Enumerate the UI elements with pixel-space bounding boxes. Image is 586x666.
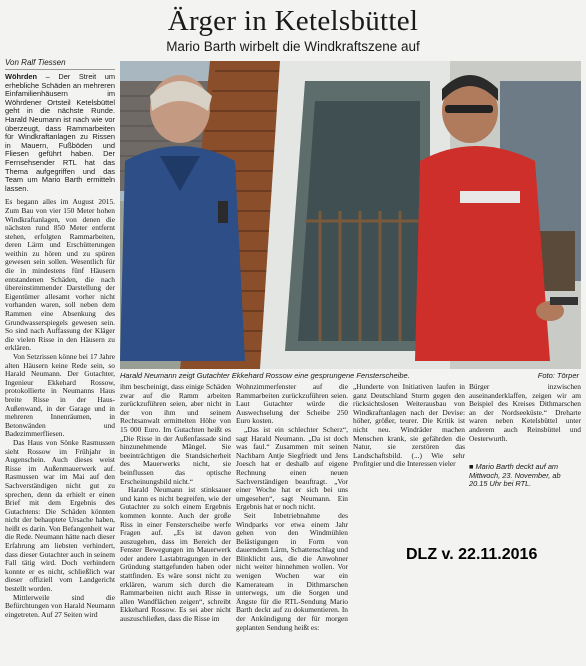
paragraph: Seit Inbetriebnahme des Windparks vor etwa einem Jahr gehen von den Windmühlen Belästigungen in Form von dauerndem Lärm, Schattenschlag und Blinklicht aus, die die Anwohner nicht weiter hinnehmen wollen. Vor wenigen Wochen war ein Kamerateam in Dithmarschen unterwegs, um die Sorgen und Ängste für die RTL-Sendung Mario Barth deckt auf zu dokumentieren. In der Ankündigung der für morgen geplanten Sendung heißt es: bbox=[236, 510, 348, 632]
paragraph: „Hunderte von Initiativen laufen in ganz Deutschland Sturm gegen den rücksichtslosen Weiterausbau von Windkraftanlagen nach der Devise: höher, größer, teurer. Die Kritik ist nicht neu. Windräder machen Menschen krank, sie gefährden die Natur, sie zerstören das Landschaftsbild. (...) Wie sehr Profitgier und die Interessen vieler bbox=[353, 383, 465, 469]
lead-paragraph bbox=[5, 73, 115, 193]
paragraph: Von Setzrissen könne bei 17 Jahre alten Häusern keine Rede sein, so Harald Neumann. Der Gutachter, Ingenieur Ekkehard Rossow, protokollierte in Neumanns Haus breite Risse in der Haus-Außenwand, in der Garage und in mehreren Innenräumen, in Betonwänden und Badezimmerfliesen. bbox=[5, 352, 115, 439]
column-3 bbox=[236, 383, 348, 663]
paragraph: Das Haus von Sönke Rasmussen sieht Rossow im Frühjahr in Augenschein. Auch dieses weist Risse im Außenmauerwerk auf. Rasmussen war im Mai auf den Sachverständigen nicht gut zu sprechen, denn da erhielt er einen Brief mit dem Ergebnis des Gutachtens: Die Schäden könnten nicht der behauptete Ursache haben, heißt es darin. Von Befangenheit war die Rede. Neumann hätte nach dieser Erfahrung am liebsten verhindert, dass dieser Gutachter auch in seinem Fall tätig wird. Doch verhindern konnte er es nicht, schließlich war dieser offiziell vom Landgericht bestellt worden. bbox=[5, 437, 115, 594]
photo-credit: Foto: Törper bbox=[537, 371, 579, 380]
lead-text: – Der Streit um erhebliche Schäden an mehreren Einfamilienhäusern im Wöhrdener Ortsteil Ketelsbüttel geht in die nächste Runde. Harald Neumann ist nach wie vor überzeugt, dass Rammarbeiten für Windkraftanlagen zu Rissen in Mauern, Fußböden und Fliesen geführt haben. Der Fernsehsender RTL hat das Thema aufgegriffen und das Team um Mario Barth ermitteln lassen. bbox=[5, 73, 115, 193]
paragraph: Harald Neumann ist stinksauer und kann es nicht begreifen, wie der Gutachter zu solch einem Ergebnis kommen konnte. Auch der große Riss in einer Fensterscheibe werfe Fragen auf. „Es ist davon auszugehen, dass im Bereich der Fenster Bewegungen im Mauerwerk oder andere Lastabtragungen in der Gründung stattgefunden haben oder stattfinden. Es wäre sonst nicht zu erklären, warum sich durch die Rammarbeiten nicht auch Risse in allen Wandflächen zeigen“, schreibt Ekkehard Rossow. Es sei aber nicht auszuschließen, dass die Risse im bbox=[120, 485, 231, 624]
photo-caption-row bbox=[120, 371, 581, 380]
paragraph: ihm bescheinigt, dass einige Schäden zwar auf die Ramm arbeiten zurückzuführen seien, aber nicht in der von ihm und seinem Rechtsanwalt ermittelten Höhe von 15 000 Euro. Im Gutachten heißt es „Die Risse in der Außenfassade sind hinzunehmende Mängel. Sie beeinträchtigen die Standsicherheit des Mauerwerks nicht, sie beinflussen das optische Erscheinungsbild nicht.“ bbox=[120, 383, 231, 486]
column-2 bbox=[120, 383, 231, 663]
lead-place: Wöhrden bbox=[5, 73, 38, 81]
column-1 bbox=[5, 73, 115, 663]
paragraph: Bürger inzwischen auseinanderklaffen, zeigen wir am Beispiel des Kreises Dithmarschen an der Nordseeküste.“ Dreharte waren neben Ketelsbüttel unter anderem auch Reinsbüttel und Oesterwurth. bbox=[469, 383, 581, 443]
paragraph: „Das ist ein schlechter Scherz“, sagt Harald Neumann. „Da ist doch was faul.“ Zusammen mit seinen Nachbarn Antje Siegfriedt und Jens Joesch hat er deshalb auf eigene Rechnung einen neuen Sachverständigen beauftragt. „Vor einer Woche hat er sich bei uns umgesehen“, sagt Neumann. Ein Ergebnis hat er noch nicht. bbox=[236, 424, 348, 512]
byline-rule bbox=[5, 69, 115, 70]
news-photo bbox=[120, 61, 581, 369]
subheadline: Mario Barth wirbelt die Windkraftszene auf bbox=[166, 39, 420, 54]
paragraph: Es begann alles im August 2015. Zum Bau von vier 150 Meter hohen Windkraftanlagen, von denen die nächsten rund 850 Meter entfernt stehen, erfolgten Rammarbeiten, deren Lärm und Erschütterungen weithin zu hören und zu spüren gewesen sein sollen. Wesentlich für die in mindestens fünf Häusern entstandenen Schäden, die nach übereinstimmender Darstellung der Eigentümer allesamt vorher nicht vorhanden waren, soll neben dem Rammen eine Absenkung des Grundwasserspiegels gewesen sein. So sind nach Auffassung der Kläger die vielen Risse in den Häusern zu erklären. bbox=[5, 197, 115, 353]
byline: Von Ralf Tiessen bbox=[5, 58, 66, 67]
column-4 bbox=[353, 383, 465, 663]
tv-note: ■ Mario Barth deckt auf am Mittwoch, 23. November, ab 20.15 Uhr bei RTL. bbox=[469, 462, 561, 489]
paragraph: Wohnzimmerfenster auf die Rammarbeiten zurückzuführen seien. Laut Gutachter würde die Auswechselung der Scheibe 250 Euro kosten. bbox=[236, 383, 348, 426]
paragraph: Mittlerweile sind die Befürchtungen von Harald Neumann eingetreten. Auf 27 Seiten wird bbox=[5, 592, 115, 619]
photo-caption: Harald Neumann zeigt Gutachter Ekkehard Rossow eine gesprungene Fensterscheibe. bbox=[120, 371, 410, 380]
date-stamp: DLZ v. 22.11.2016 bbox=[406, 546, 538, 563]
headline: Ärger in Ketelsbüttel bbox=[167, 5, 419, 37]
